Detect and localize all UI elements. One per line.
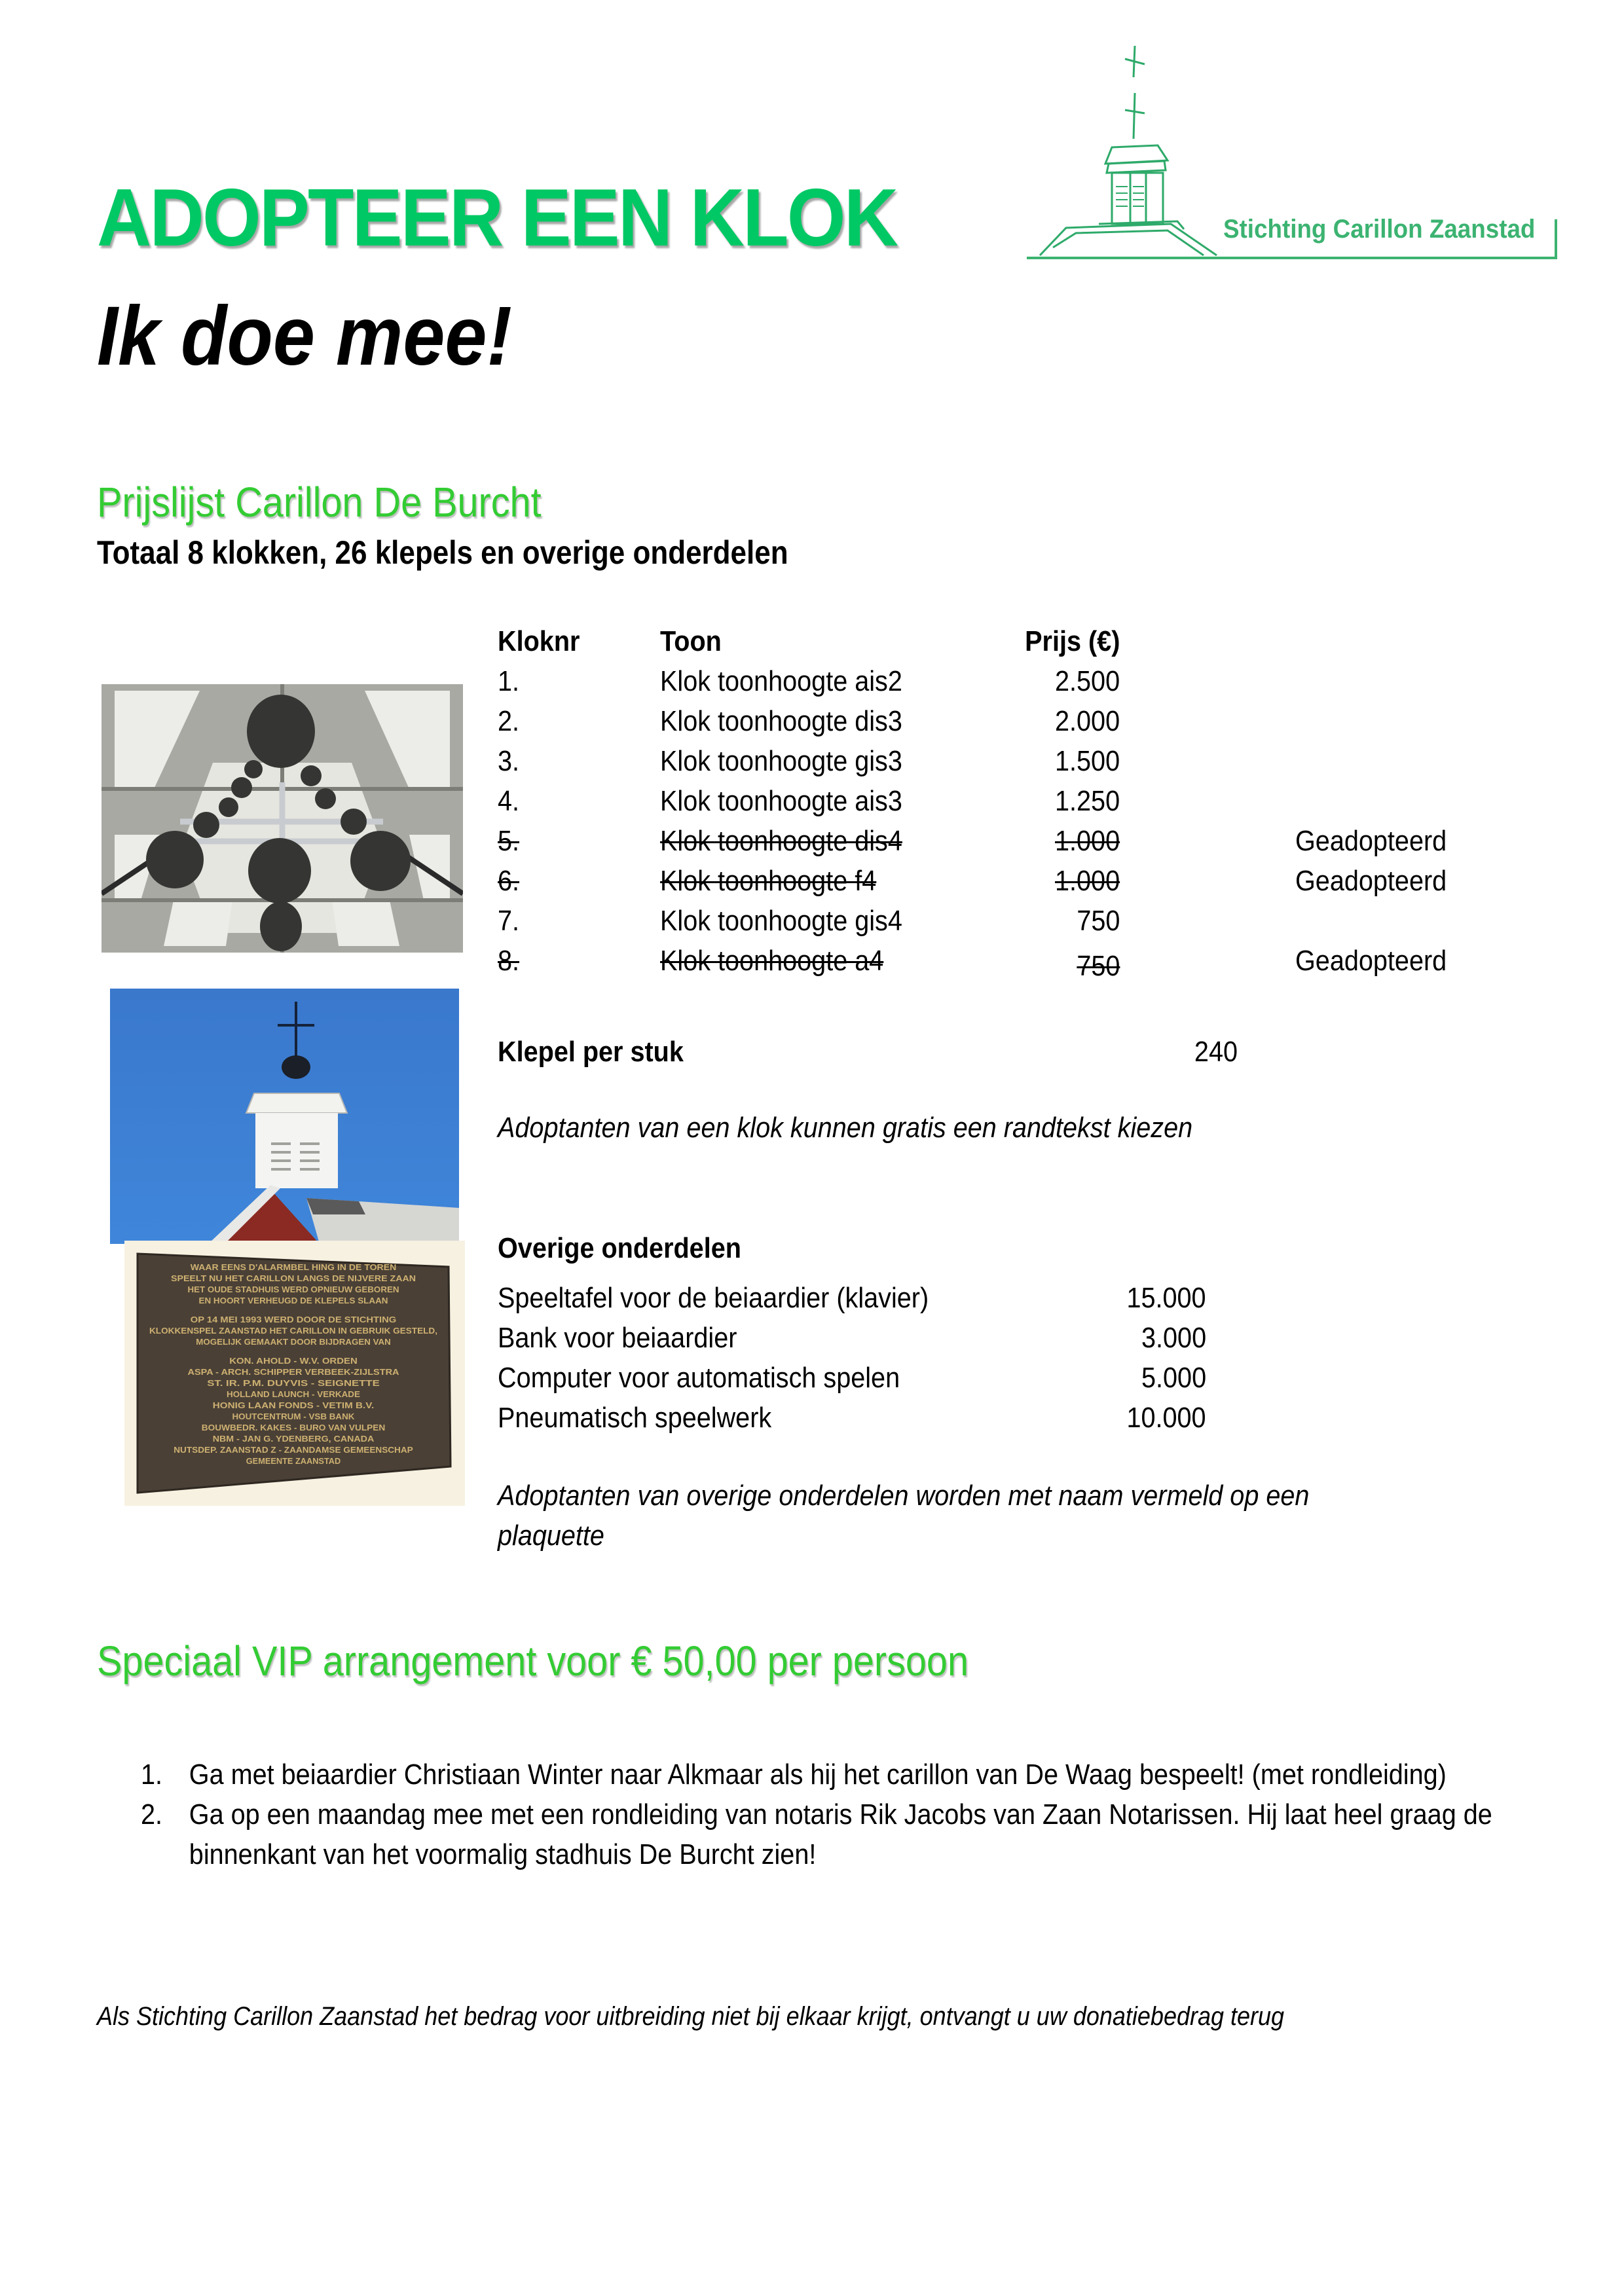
list-item — [498, 1282, 1206, 1322]
status-badge: Geadopteerd — [1295, 945, 1447, 977]
prijs: 750 — [1076, 905, 1120, 937]
plaque-text-line: KLOKKENSPEL ZAANSTAD HET CARILLON IN GEBRUIK GESTELD, — [149, 1326, 437, 1336]
list-item — [498, 1402, 1206, 1442]
kloknr: 1. — [498, 665, 520, 697]
vip-item-text: Ga op een maandag mee met een rondleiding van notaris Rik Jacobs van Zaan Notarissen. Hij laat heel graag de binnenkant van het voormalig stadhuis De Burcht zien! — [189, 1798, 1492, 1870]
plaque-text-line: ST. IR. P.M. DUYVIS - SEIGNETTE — [207, 1378, 380, 1388]
vip-heading: Speciaal VIP arrangement voor € 50,00 per persoon — [97, 1637, 969, 1685]
price-table — [498, 625, 1506, 985]
vip-item — [141, 1755, 1570, 1795]
klepel-label: Klepel per stuk — [498, 1036, 684, 1068]
pricelist-heading: Prijslijst Carillon De Burcht — [97, 479, 542, 526]
table-row — [498, 945, 1506, 985]
klepel-price: 240 — [1194, 1036, 1238, 1068]
prijs: 750 — [1076, 950, 1120, 982]
table-header — [498, 625, 1506, 665]
plaque-text-line: MOGELIJK GEMAAKT DOOR BIJDRAGEN VAN — [196, 1337, 391, 1347]
plaque-text-line: HOLLAND LAUNCH - VERKADE — [227, 1389, 361, 1399]
item-price: 3.000 — [1141, 1322, 1206, 1354]
table-row — [498, 825, 1506, 865]
col-prijs: Prijs (€) — [1024, 625, 1120, 657]
prijs: 1.500 — [1054, 745, 1120, 777]
toon: Klok toonhoogte gis4 — [660, 905, 902, 937]
plaque-text-line: WAAR EENS D'ALARMBEL HING IN DE TOREN — [190, 1262, 397, 1272]
bells-photo — [101, 684, 463, 953]
plaque-text-line: NUTSDEP. ZAANSTAD Z - ZAANDAMSE GEMEENSCHAP — [174, 1445, 414, 1455]
prijs: 2.500 — [1054, 665, 1120, 697]
plaque-text-line: HOUTCENTRUM - VSB BANK — [232, 1412, 356, 1421]
table-row — [498, 865, 1506, 905]
list-item — [498, 1322, 1206, 1362]
table-row — [498, 745, 1506, 785]
toon: Klok toonhoogte ais3 — [660, 785, 902, 817]
plaque-text-line: BOUWBEDR. KAKES - BURO VAN VULPEN — [201, 1423, 386, 1432]
item-label: Computer voor automatisch spelen — [498, 1362, 900, 1394]
prijs: 1.000 — [1054, 865, 1120, 897]
vip-item-text: Ga met beiaardier Christiaan Winter naar Alkmaar als hij het carillon van De Waag bespeelt! (met rondleiding) — [189, 1758, 1447, 1791]
list-item — [498, 1362, 1206, 1402]
toon: Klok toonhoogte f4 — [660, 865, 877, 897]
kloknr: 7. — [498, 905, 520, 937]
status-badge: Geadopteerd — [1295, 865, 1447, 897]
plaque-text-line: ASPA - ARCH. SCHIPPER VERBEEK-ZIJLSTRA — [187, 1367, 400, 1377]
overige-list — [498, 1282, 1206, 1442]
col-kloknr: Kloknr — [498, 625, 580, 657]
prijs: 1.000 — [1054, 825, 1120, 857]
prijs: 2.000 — [1054, 705, 1120, 737]
toon: Klok toonhoogte ais2 — [660, 665, 902, 697]
item-price: 10.000 — [1126, 1402, 1206, 1434]
toon: Klok toonhoogte a4 — [660, 945, 884, 977]
item-price: 5.000 — [1141, 1362, 1206, 1394]
klok-note: Adoptanten van een klok kunnen gratis een randtekst kiezen — [498, 1112, 1193, 1144]
page-title: ADOPTEER EEN KLOK — [97, 173, 897, 263]
plaque-photo — [124, 1241, 465, 1506]
plaque-text-line: HONIG LAAN FONDS - VETIM B.V. — [212, 1400, 375, 1410]
vip-item — [141, 1795, 1570, 1874]
overige-note-line2: plaquette — [498, 1520, 604, 1552]
plaque-text-line: KON. AHOLD - W.V. ORDEN — [229, 1356, 358, 1366]
page-subtitle: Ik doe mee! — [97, 289, 512, 383]
toon: Klok toonhoogte dis4 — [660, 825, 902, 857]
plaque-text-line: HET OUDE STADHUIS WERD OPNIEUW GEBOREN — [187, 1285, 399, 1294]
item-label: Bank voor beiaardier — [498, 1322, 737, 1354]
kloknr: 4. — [498, 785, 520, 817]
vip-item-number: 1. — [141, 1758, 163, 1791]
status-badge: Geadopteerd — [1295, 825, 1447, 857]
item-label: Speeltafel voor de beiaardier (klavier) — [498, 1282, 929, 1314]
toon: Klok toonhoogte gis3 — [660, 745, 902, 777]
tower-photo — [110, 989, 459, 1244]
kloknr: 2. — [498, 705, 520, 737]
plaque-text-line: NBM - JAN G. YDENBERG, CANADA — [212, 1434, 375, 1444]
item-label: Pneumatisch speelwerk — [498, 1402, 772, 1434]
table-row — [498, 905, 1506, 945]
vip-item-number: 2. — [141, 1798, 163, 1831]
item-price: 15.000 — [1126, 1282, 1206, 1314]
kloknr: 3. — [498, 745, 520, 777]
logo-text: Stichting Carillon Zaanstad — [1223, 215, 1536, 244]
table-row — [498, 665, 1506, 705]
table-row — [498, 785, 1506, 825]
overige-note-line1: Adoptanten van overige onderdelen worden met naam vermeld op een — [498, 1480, 1310, 1512]
prijs: 1.250 — [1054, 785, 1120, 817]
kloknr: 6. — [498, 865, 520, 897]
plaque-text-line: SPEELT NU HET CARILLON LANGS DE NIJVERE ZAAN — [171, 1273, 416, 1283]
footer-note: Als Stichting Carillon Zaanstad het bedrag voor uitbreiding niet bij elkaar krijgt, ontvangt u uw donatiebedrag terug — [97, 2002, 1285, 2031]
plaque-text-line: OP 14 MEI 1993 WERD DOOR DE STICHTING — [190, 1315, 397, 1324]
plaque-text-line: GEMEENTE ZAANSTAD — [246, 1456, 341, 1466]
table-row — [498, 705, 1506, 745]
kloknr: 5. — [498, 825, 520, 857]
vip-list — [141, 1755, 1522, 1874]
overige-heading: Overige onderdelen — [498, 1232, 741, 1264]
toon: Klok toonhoogte dis3 — [660, 705, 902, 737]
col-toon: Toon — [660, 625, 722, 657]
pricelist-subheading: Totaal 8 klokken, 26 klepels en overige onderdelen — [97, 534, 788, 571]
plaque-text-line: EN HOORT VERHEUGD DE KLEPELS SLAAN — [198, 1296, 388, 1305]
kloknr: 8. — [498, 945, 520, 977]
